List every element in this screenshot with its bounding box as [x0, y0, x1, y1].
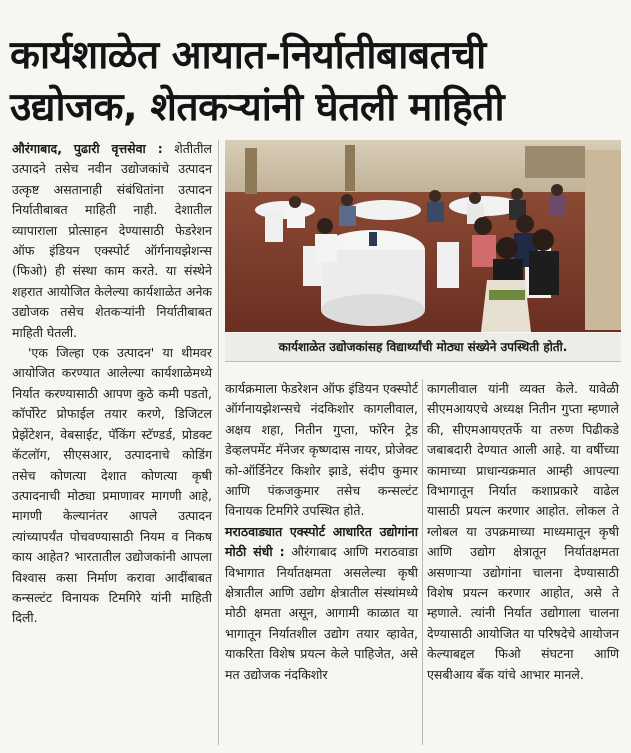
- article-paragraph: कागलीवाल यांनी व्यक्त केले. यावेळी सीएमआयएचे अध्यक्ष नितीन गुप्ता म्हणाले की, सीएमआयएतर्फे या तरुण पिढीकडे जबाबदारी देण्यात आली आहे. या वर्षीच्या कामाच्या प्राधान्यक्रमात आम्ही आपल्या विभागातून निर्यात कशाप्रकारे वाढेल यासाठी प्रयत्न करणार आहोत. लोकल ते ग्लोबल या उपक्रमाच्या माध्यमातून कृषी आणि उद्योग क्षेत्रातून निर्यातक्षमता असणाऱ्या उद्योगांना चालना देण्यासाठी विशेष प्रयत्न करणार आहोत, असे ते म्हणाले. त्यांनी निर्यात उद्योगाला चालना देण्यासाठी आयोजित या परिषदेचे आयोजन केल्याबद्दल फिओ संघटना आणि एसबीआय बँक यांचे आभार मानले.: [427, 381, 619, 682]
- article-text: औरंगाबाद आणि मराठवाडा विभागात निर्यातक्षमता असलेल्या कृषी क्षेत्रातील आणि उद्योग क्षेत्रातील संस्थांमध्ये मोठी क्षमता असून, आगामी काळात या भागातून निर्यातशील उद्योग तयार व्हावेत, याकरिता विशेष प्रयत्न केले पाहिजेत, असे मत उद्योजक नंदकिशोर: [225, 544, 419, 682]
- dateline: औरंगाबाद, पुढारी वृत्तसेवा :: [12, 141, 163, 156]
- article-text: शेतीतील उत्पादने तसेच नवीन उद्योजकांचे उत्पादन उत्कृष्ट असतानाही संबंधितांना उत्पादन निर्यातीबाबत माहिती नाही. देशातील व्यापाराला प्रोत्साहन देण्यासाठी फेडरेशन ऑफ इंडियन एक्स्पोर्ट ऑर्गनायझेशन्स (फिओ) ही संस्था काम करते. या संस्थेने शहरात आयोजित केलेल्या कार्यशाळेत अनेक उद्योजक तसेच शेतकऱ्यांनी निर्यातीबाबत माहिती घेतली.: [12, 141, 212, 340]
- photo-caption: कार्यशाळेत उद्योजकांसह विद्यार्थ्यांची मोठ्या संख्येने उपस्थिती होती.: [225, 333, 621, 362]
- headline-line-1: कार्यशाळेत आयात-निर्यातीबाबतची: [10, 33, 486, 78]
- article-column-1: [12, 139, 212, 629]
- article-paragraph: कार्यक्रमाला फेडरेशन ऑफ इंडियन एक्स्पोर्ट ऑर्गनायझेशन्सचे नंदकिशोर कागलीवाल, अक्षय शहा, नितीन गुप्ता, फॉरेन ट्रेड डेव्हलपमेंट मॅनेजर कृष्णदास नायर, प्रोजेक्ट को-ऑर्डिनेटर किशोर झाडे, संदीप कुमार आणि पंकजकुमार तसेच कन्सल्टंट विनायक टिमगिरे उपस्थित होते.: [225, 381, 418, 519]
- event-photo-illustration: [225, 140, 621, 332]
- article-paragraph: [225, 522, 418, 685]
- headline: [10, 30, 622, 134]
- column-divider: [218, 140, 219, 745]
- article-paragraph: 'एक जिल्हा एक उत्पादन' या थीमवर आयोजित करण्यात आलेल्या कार्यशाळेमध्ये निर्यात करण्यासाठी आपण कुठे कमी पडतो, कॉर्पोरेट प्रोफाईल तयार करणे, डिजिटल प्रेझेंटेशन, वेबसाईट, पॅकिंग स्टॅण्डर्ड, प्रोडक्ट कॅटलॉग, सीएसआर, उत्पादनाचे कोडिंग तसेच कोणत्या देशात कोणत्या कृषी उत्पादनाची मोठ्या प्रमाणावर मागणी आहे, मागणी केल्यानंतर आपले उत्पादन त्यांच्यापर्यंत पोचवण्यासाठी नियम व निकष काय आहेत? भारतातील उद्योजकांनी आपला विश्वास कसा निर्माण करावा आदींबाबत कन्सल्टंट विनायक टिमगिरे यांनी माहिती दिली.: [12, 345, 212, 626]
- headline-line-2: उद्योजक, शेतकऱ्यांनी घेतली माहिती: [10, 85, 505, 130]
- subheading: मराठवाड्यात एक्स्पोर्ट आधारित उद्योगांना मोठी संधी :: [225, 523, 418, 560]
- event-photo: [225, 140, 621, 332]
- article-column-2: [225, 379, 418, 685]
- article-column-3: [427, 379, 619, 685]
- column-divider: [422, 379, 423, 745]
- article-paragraph: [12, 139, 212, 343]
